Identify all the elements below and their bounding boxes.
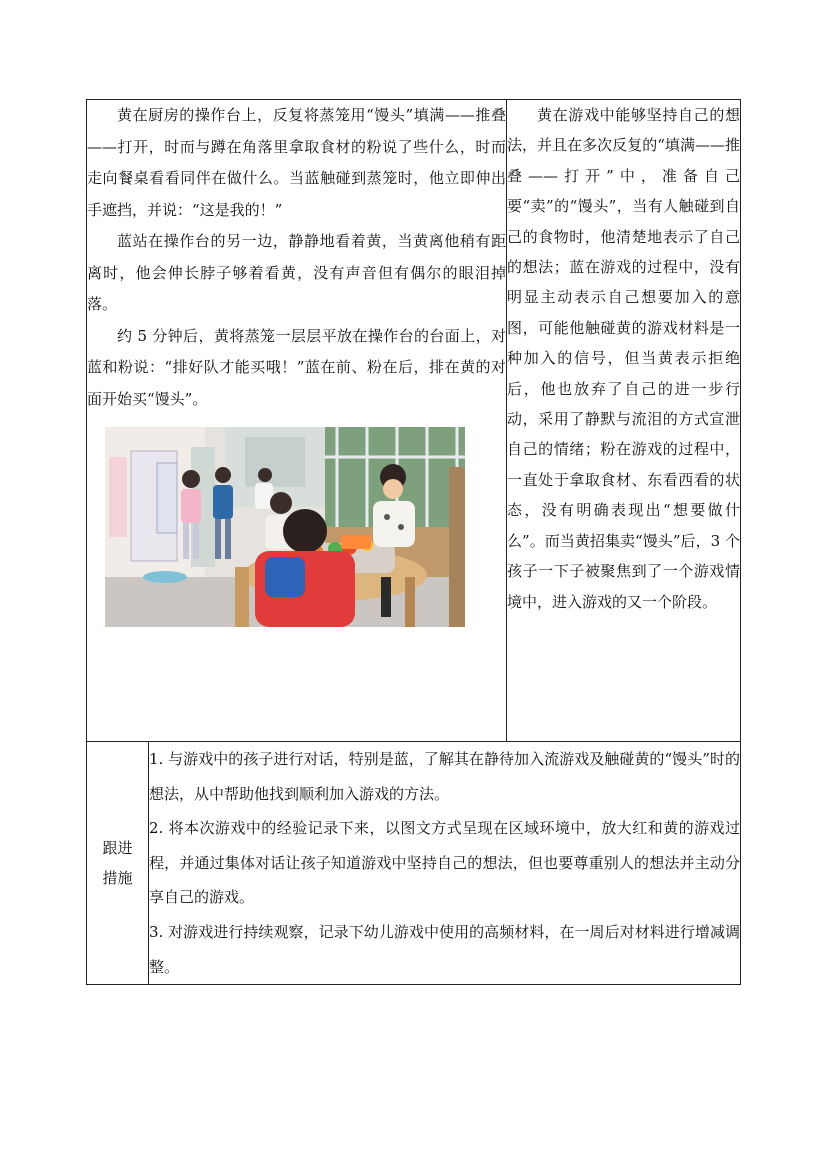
observation-paragraph-1: 黄在厨房的操作台上，反复将蒸笼用“馒头”填满——推叠——打开，时而与蹲在角落里拿取食材的粉说了些什么，时而走向餐桌看看同伴在做什么。当蓝触碰到蒸笼时，他立即伸出手遮挡，并说：“这是我的！” bbox=[87, 106, 506, 219]
followup-label-line-1: 跟进 bbox=[102, 839, 133, 858]
followup-label-cell bbox=[87, 742, 149, 985]
analysis-cell bbox=[507, 100, 741, 742]
observation-paragraph-2: 蓝站在操作台的另一边，静静地看着黄，当黄离他稍有距离时，他会伸长脖子够着看黄，没有声音但有偶尔的眼泪掉落。 bbox=[87, 232, 506, 313]
observation-row bbox=[87, 100, 741, 742]
observation-cell bbox=[87, 100, 507, 742]
analysis-paragraph: 黄在游戏中能够坚持自己的想法，并且在多次反复的“填满——推叠——打开”中，准备自己要“卖”的“馒头”，当有人触碰到自己的食物时，他清楚地表示了自己的想法；蓝在游戏的过程中，没有明显主动表示自己想要加入的意图，可能他触碰黄的游戏材料是一种加入的信号，但当黄表示拒绝后，他也放弃了自己的进一步行动，采用了静默与流泪的方式宣泄自己的情绪；粉在游戏的过程中，一直处于拿取食材、东看西看的状态，没有明确表现出“想要做什么”。而当黄招集卖“馒头”后，3 个孩子一下子被聚焦到了一个游戏情境中，进入游戏的又一个阶段。 bbox=[507, 106, 740, 611]
followup-measures-cell bbox=[149, 742, 741, 985]
followup-item-1: 1. 与游戏中的孩子进行对话，特别是蓝，了解其在静待加入流游戏及触碰黄的“馒头”时的想法，从中帮助他找到顺利加入游戏的方法。 bbox=[149, 750, 740, 803]
followup-row bbox=[87, 742, 741, 985]
observation-record-table bbox=[86, 99, 741, 985]
followup-label-line-2: 措施 bbox=[102, 869, 133, 888]
classroom-play-photo bbox=[105, 427, 465, 627]
followup-item-2: 2. 将本次游戏中的经验记录下来，以图文方式呈现在区域环境中，放大红和黄的游戏过程，并通过集体对话让孩子知道游戏中坚持自己的想法，但也要尊重别人的想法并主动分享自己的游戏。 bbox=[149, 819, 740, 907]
followup-item-3: 3. 对游戏进行持续观察，记录下幼儿游戏中使用的高频材料，在一周后对材料进行增减调整。 bbox=[149, 922, 740, 976]
observation-paragraph-3: 约 5 分钟后，黄将蒸笼一层层平放在操作台的台面上，对蓝和粉说：“排好队才能买哦！”蓝在前、粉在后，排在黄的对面开始买“馒头”。 bbox=[87, 326, 506, 408]
